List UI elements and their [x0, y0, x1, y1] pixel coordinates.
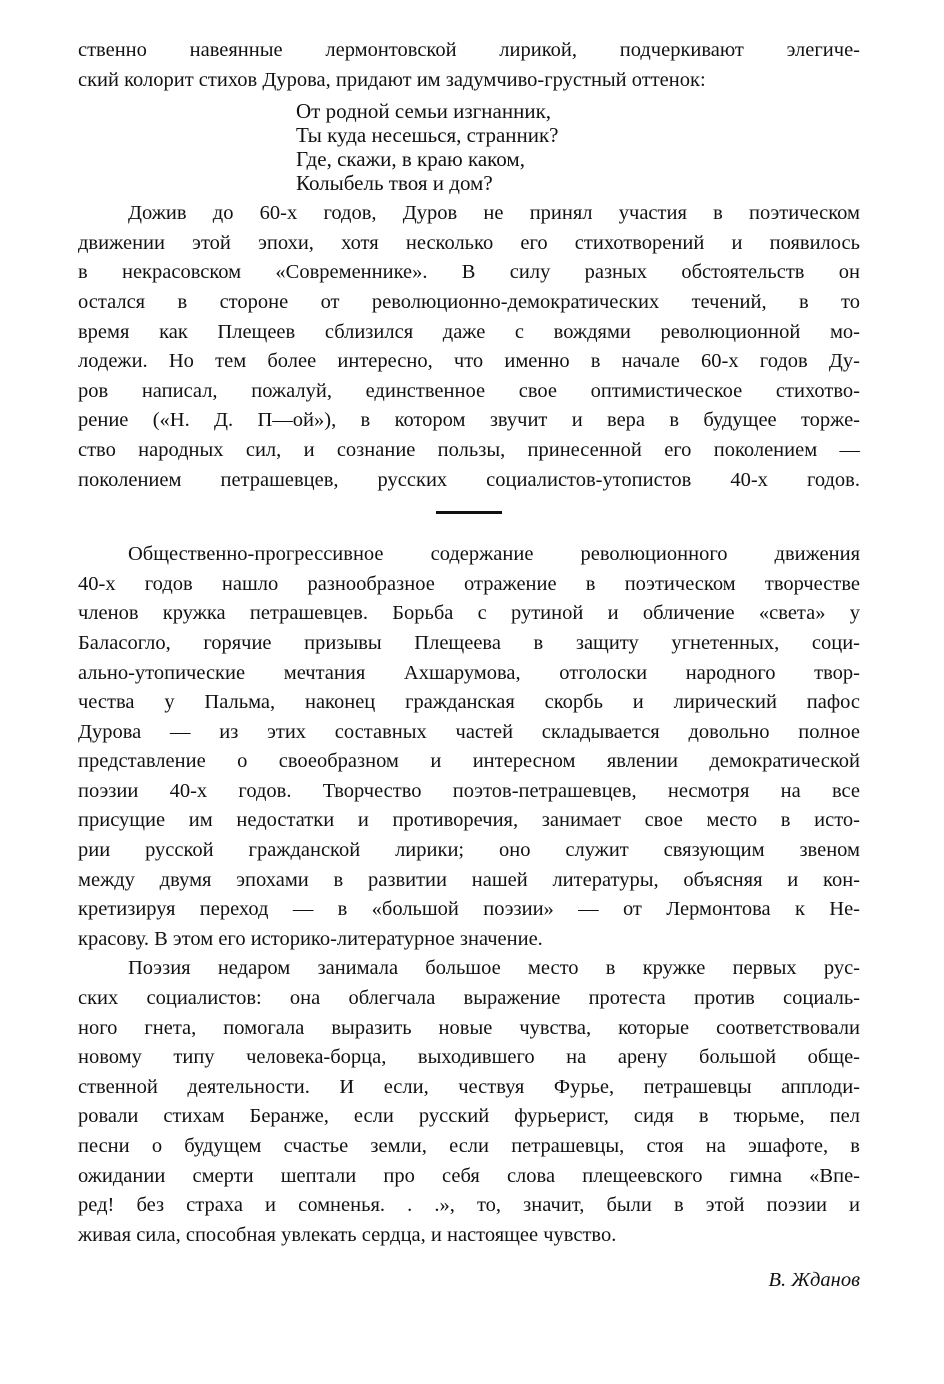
text-line: ство народных сил, и сознание пользы, принесенной его поколением —	[78, 438, 860, 461]
text-line: между двумя эпохами в развитии нашей литературы, объясняя и кон-	[78, 868, 860, 891]
text-line: живая сила, способная увлекать сердца, и настоящее чувство.	[78, 1223, 617, 1246]
intro-paragraph	[78, 36, 860, 95]
paragraph-3	[78, 954, 860, 1250]
text-line: рение («Н. Д. П—ой»), в котором звучит и вера в будущее торже-	[78, 409, 860, 432]
text-line: Общественно-прогрессивное содержание революционного движения	[128, 543, 860, 566]
poem-line: Колыбель твоя и дом?	[296, 171, 493, 196]
poem-line: Где, скажи, в краю каком,	[296, 147, 525, 172]
text-line: чества у Пальма, наконец гражданская скорбь и лирический пафос	[78, 691, 860, 714]
text-line: кретизируя переход — в «большой поэзии» — от Лермонтова к Не-	[78, 898, 860, 921]
text-line: ственно навеянные лермонтовской лирикой, подчеркивают элегиче-	[78, 39, 860, 61]
text-line: ских социалистов: она облегчала выражение протеста против социаль-	[78, 987, 860, 1010]
text-line: Поэзия недаром занимала большое место в кружке первых рус-	[128, 957, 860, 980]
text-line: представление о своеобразном и интересном явлении демократической	[78, 750, 860, 773]
text-line: остался в стороне от революционно-демократических течений, в то	[78, 290, 860, 313]
poem-line: Ты куда несешься, странник?	[296, 123, 559, 148]
text-line: ровали стихам Беранже, если русский фурьерист, сидя в тюрьме, пел	[78, 1105, 860, 1128]
paragraph-2	[78, 540, 860, 954]
text-line: время как Плещеев сблизился даже с вождями революционной мо-	[78, 320, 860, 343]
page-body	[78, 36, 860, 1296]
text-line: ожидании смерти шептали про себя слова плещеевского гимна «Впе-	[78, 1164, 860, 1187]
text-line: Баласогло, горячие призывы Плещеева в защиту угнетенных, соци-	[78, 631, 860, 654]
text-line: ский колорит стихов Дурова, придают им задумчиво-грустный оттенок:	[78, 68, 706, 91]
text-line: в некрасовском «Современнике». В силу разных обстоятельств он	[78, 261, 860, 284]
text-line: новому типу человека-борца, выходившего на арену большой обще-	[78, 1046, 860, 1069]
author-signature: В. Жданов	[768, 1269, 860, 1292]
text-line: Дурова — из этих составных частей складывается довольно полное	[78, 720, 860, 743]
text-line: красову. В этом его историко-литературное значение.	[78, 927, 543, 950]
text-line: 40-х годов нашло разнообразное отражение в поэтическом творчестве	[78, 572, 860, 595]
poem-quote	[296, 99, 860, 195]
text-line: Дожив до 60-х годов, Дуров не принял участия в поэтическом	[128, 202, 860, 225]
paragraph-1	[78, 199, 860, 495]
text-line: поколением петрашевцев, русских социалистов-утопистов 40-х годов.	[78, 468, 860, 491]
text-line: ственной деятельности. И если, чествуя Фурье, петрашевцы апплоди-	[78, 1075, 860, 1098]
text-line: поэзии 40-х годов. Творчество поэтов-петрашевцев, несмотря на все	[78, 779, 860, 802]
text-line: ред! без страха и сомненья. . .», то, значит, были в этой поэзии и	[78, 1194, 860, 1217]
text-line: ров написал, пожалуй, единственное свое оптимистическое стихотво-	[78, 379, 860, 402]
text-line: лодежи. Но тем более интересно, что именно в начале 60-х годов Ду-	[78, 350, 860, 373]
text-line: движении этой эпохи, хотя несколько его стихотворений и появилось	[78, 231, 860, 254]
poem-line: От родной семьи изгнанник,	[296, 99, 552, 124]
text-line: ально-утопические мечтания Ахшарумова, отголоски народного твор-	[78, 661, 860, 684]
text-line: членов кружка петрашевцев. Борьба с рутиной и обличение «света» у	[78, 602, 860, 625]
text-line: ного гнета, помогала выразить новые чувства, которые соответствовали	[78, 1016, 860, 1039]
text-line: рии русской гражданской лирики; оно служит связующим звеном	[78, 839, 860, 862]
section-divider	[436, 511, 502, 514]
text-line: присущие им недостатки и противоречия, занимает свое место в исто-	[78, 809, 860, 832]
text-line: песни о будущем счастье земли, если петрашевцы, стоя на эшафоте, в	[78, 1135, 860, 1157]
